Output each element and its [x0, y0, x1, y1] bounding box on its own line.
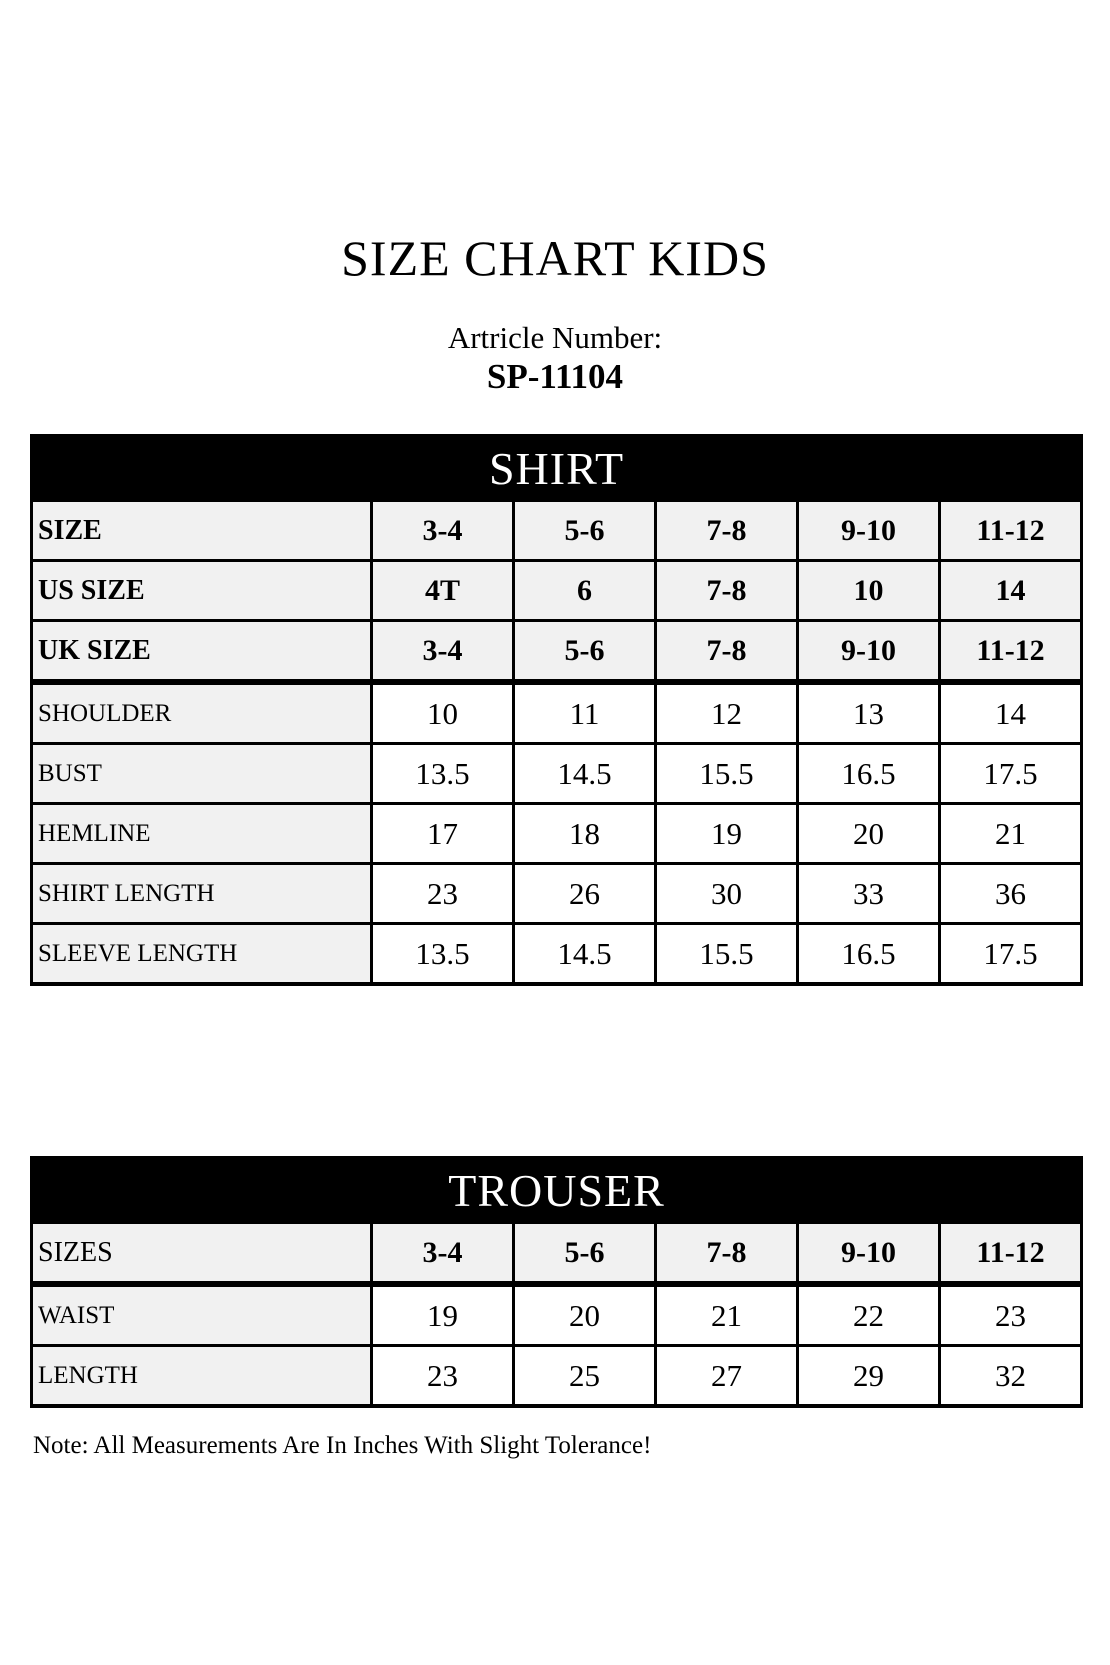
cell-value: 23 [940, 1284, 1082, 1346]
row-label: US SIZE [32, 561, 372, 621]
cell-value: 14 [940, 682, 1082, 744]
cell-value: 14.5 [514, 924, 656, 985]
shirt-size-table [30, 434, 1083, 986]
cell-value: 20 [798, 804, 940, 864]
article-number-label: Artricle Number: [447, 320, 663, 355]
row-label: UK SIZE [32, 621, 372, 683]
cell-value: 16.5 [798, 924, 940, 985]
measurement-note: Note: All Measurements Are In Inches With Slight Tolerance! [33, 1432, 652, 1459]
cell-value: 9-10 [798, 501, 940, 561]
cell-value: 5-6 [514, 1223, 656, 1285]
cell-value: 23 [372, 1346, 514, 1407]
cell-value: 32 [940, 1346, 1082, 1407]
cell-value: 7-8 [656, 1223, 798, 1285]
row-label: WAIST [32, 1284, 372, 1346]
cell-value: 26 [514, 864, 656, 924]
cell-value: 15.5 [656, 924, 798, 985]
cell-value: 12 [656, 682, 798, 744]
cell-value: 36 [940, 864, 1082, 924]
cell-value: 21 [940, 804, 1082, 864]
cell-value: 22 [798, 1284, 940, 1346]
table-row-shoulder [32, 682, 1082, 744]
page-title: SIZE CHART KIDS [341, 230, 769, 286]
table-row-size [32, 501, 1082, 561]
cell-value: 27 [656, 1346, 798, 1407]
cell-value: 11-12 [940, 1223, 1082, 1285]
table-row-hemline [32, 804, 1082, 864]
trouser-size-table [30, 1156, 1083, 1408]
table-row-sizes [32, 1223, 1082, 1285]
cell-value: 7-8 [656, 621, 798, 683]
table-header-row [32, 436, 1082, 501]
row-label: SIZES [32, 1223, 372, 1285]
cell-value: 7-8 [656, 561, 798, 621]
cell-value: 18 [514, 804, 656, 864]
cell-value: 11-12 [940, 621, 1082, 683]
cell-value: 14.5 [514, 744, 656, 804]
row-label: SHOULDER [32, 682, 372, 744]
cell-value: 16.5 [798, 744, 940, 804]
cell-value: 29 [798, 1346, 940, 1407]
table-row-uk-size [32, 621, 1082, 683]
cell-value: 21 [656, 1284, 798, 1346]
table-row-sleeve-length [32, 924, 1082, 985]
cell-value: 5-6 [514, 501, 656, 561]
cell-value: 3-4 [372, 501, 514, 561]
cell-value: 19 [656, 804, 798, 864]
cell-value: 15.5 [656, 744, 798, 804]
shirt-table-title: SHIRT [32, 436, 1082, 501]
cell-value: 25 [514, 1346, 656, 1407]
row-label: SLEEVE LENGTH [32, 924, 372, 985]
cell-value: 10 [798, 561, 940, 621]
cell-value: 17 [372, 804, 514, 864]
cell-value: 5-6 [514, 621, 656, 683]
cell-value: 4T [372, 561, 514, 621]
cell-value: 10 [372, 682, 514, 744]
cell-value: 17.5 [940, 744, 1082, 804]
cell-value: 11-12 [940, 501, 1082, 561]
cell-value: 19 [372, 1284, 514, 1346]
trouser-table-title: TROUSER [32, 1158, 1082, 1223]
table-row-bust [32, 744, 1082, 804]
table-row-shirt-length [32, 864, 1082, 924]
cell-value: 3-4 [372, 1223, 514, 1285]
cell-value: 9-10 [798, 1223, 940, 1285]
article-number-value: SP-11104 [486, 357, 624, 396]
cell-value: 33 [798, 864, 940, 924]
row-label: LENGTH [32, 1346, 372, 1407]
cell-value: 7-8 [656, 501, 798, 561]
row-label: BUST [32, 744, 372, 804]
cell-value: 23 [372, 864, 514, 924]
table-row-us-size [32, 561, 1082, 621]
cell-value: 9-10 [798, 621, 940, 683]
cell-value: 30 [656, 864, 798, 924]
cell-value: 13.5 [372, 924, 514, 985]
cell-value: 17.5 [940, 924, 1082, 985]
cell-value: 6 [514, 561, 656, 621]
cell-value: 13 [798, 682, 940, 744]
cell-value: 20 [514, 1284, 656, 1346]
row-label: SIZE [32, 501, 372, 561]
cell-value: 3-4 [372, 621, 514, 683]
cell-value: 11 [514, 682, 656, 744]
table-row-length [32, 1346, 1082, 1407]
table-header-row [32, 1158, 1082, 1223]
row-label: HEMLINE [32, 804, 372, 864]
row-label: SHIRT LENGTH [32, 864, 372, 924]
cell-value: 13.5 [372, 744, 514, 804]
cell-value: 14 [940, 561, 1082, 621]
table-row-waist [32, 1284, 1082, 1346]
